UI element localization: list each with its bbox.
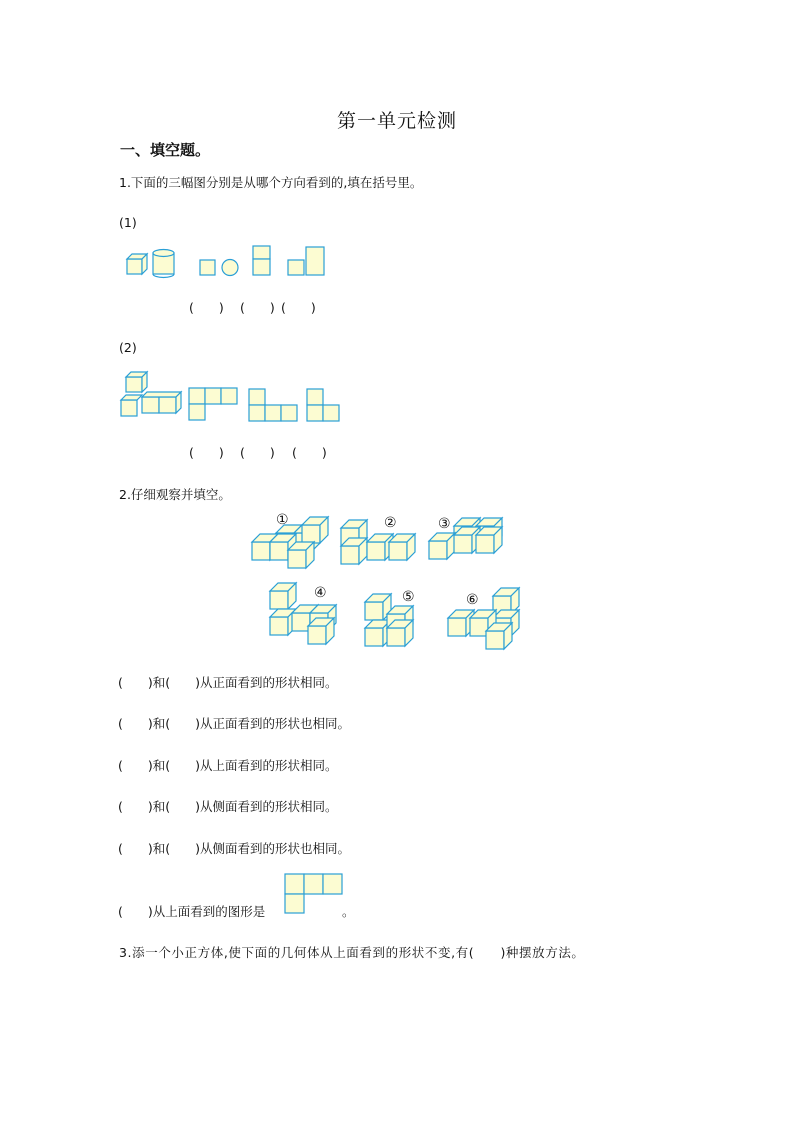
solid-5-label: ⑤ <box>402 589 415 605</box>
solid-2-label: ② <box>384 515 397 531</box>
q2-fill-line-4[interactable]: ( )和( )从侧面看到的形状相同。 <box>118 799 338 814</box>
solid-2 <box>341 515 415 564</box>
l-shape-3d-figure <box>121 372 181 416</box>
question-3-text[interactable]: 3.添一个小正方体,使下面的几何体从上面看到的形状不变,有( )种摆放方法。 <box>119 945 585 960</box>
solid-3-label: ③ <box>438 516 451 532</box>
cylinder-figure <box>153 250 174 278</box>
solid-4 <box>270 583 336 644</box>
side-rect-view <box>306 247 324 275</box>
top-view-figure <box>249 389 297 421</box>
cube-figure <box>127 254 147 274</box>
q1-part1-blank-3[interactable]: ( ) <box>281 300 316 315</box>
q1-part1-blank-1[interactable]: ( ) <box>189 300 224 315</box>
q1-part1-figures <box>120 240 340 285</box>
solid-3 <box>429 516 502 559</box>
solid-4-label: ④ <box>314 585 327 601</box>
square-view <box>200 260 215 275</box>
solid-5 <box>365 589 415 646</box>
q1-part2-blank-1[interactable]: ( ) <box>189 445 224 460</box>
question-2-text: 2.仔细观察并填空。 <box>119 487 231 502</box>
q2-solids <box>248 510 538 655</box>
q2-fill-line-1[interactable]: ( )和( )从正面看到的形状相同。 <box>118 675 338 690</box>
solid-1-label: ① <box>276 512 289 528</box>
front-view-figure <box>189 388 237 420</box>
q1-part2-figures <box>118 370 348 425</box>
q1-part2-blank-3[interactable]: ( ) <box>292 445 327 460</box>
q2-fill-line-3[interactable]: ( )和( )从上面看到的形状相同。 <box>118 758 338 773</box>
question-1-text: 1.下面的三幅图分别是从哪个方向看到的,填在括号里。 <box>119 175 423 190</box>
q2-fill-line-6[interactable]: ( )从上面看到的图形是 <box>118 904 266 919</box>
question-1-part-1-label: (1) <box>119 215 137 230</box>
q1-part2-blank-2[interactable]: ( ) <box>240 445 275 460</box>
q2-fill-line-6-end: 。 <box>342 904 355 919</box>
solid-6 <box>448 588 519 649</box>
solid-1 <box>252 512 328 568</box>
solid-6-label: ⑥ <box>466 592 479 608</box>
q2-fill-line-5[interactable]: ( )和( )从侧面看到的形状也相同。 <box>118 841 351 856</box>
circle-view <box>222 260 238 276</box>
side-square-view <box>288 260 304 275</box>
q2-fill-line-2[interactable]: ( )和( )从正面看到的形状也相同。 <box>118 716 351 731</box>
question-1-part-2-label: (2) <box>119 340 137 355</box>
top-view-answer-figure <box>284 873 344 915</box>
side-view-figure <box>307 389 339 421</box>
page-title: 第一单元检测 <box>336 110 457 132</box>
section-heading: 一、填空题。 <box>120 141 211 159</box>
top-square-view <box>253 246 270 259</box>
q1-part1-blank-2[interactable]: ( ) <box>240 300 275 315</box>
